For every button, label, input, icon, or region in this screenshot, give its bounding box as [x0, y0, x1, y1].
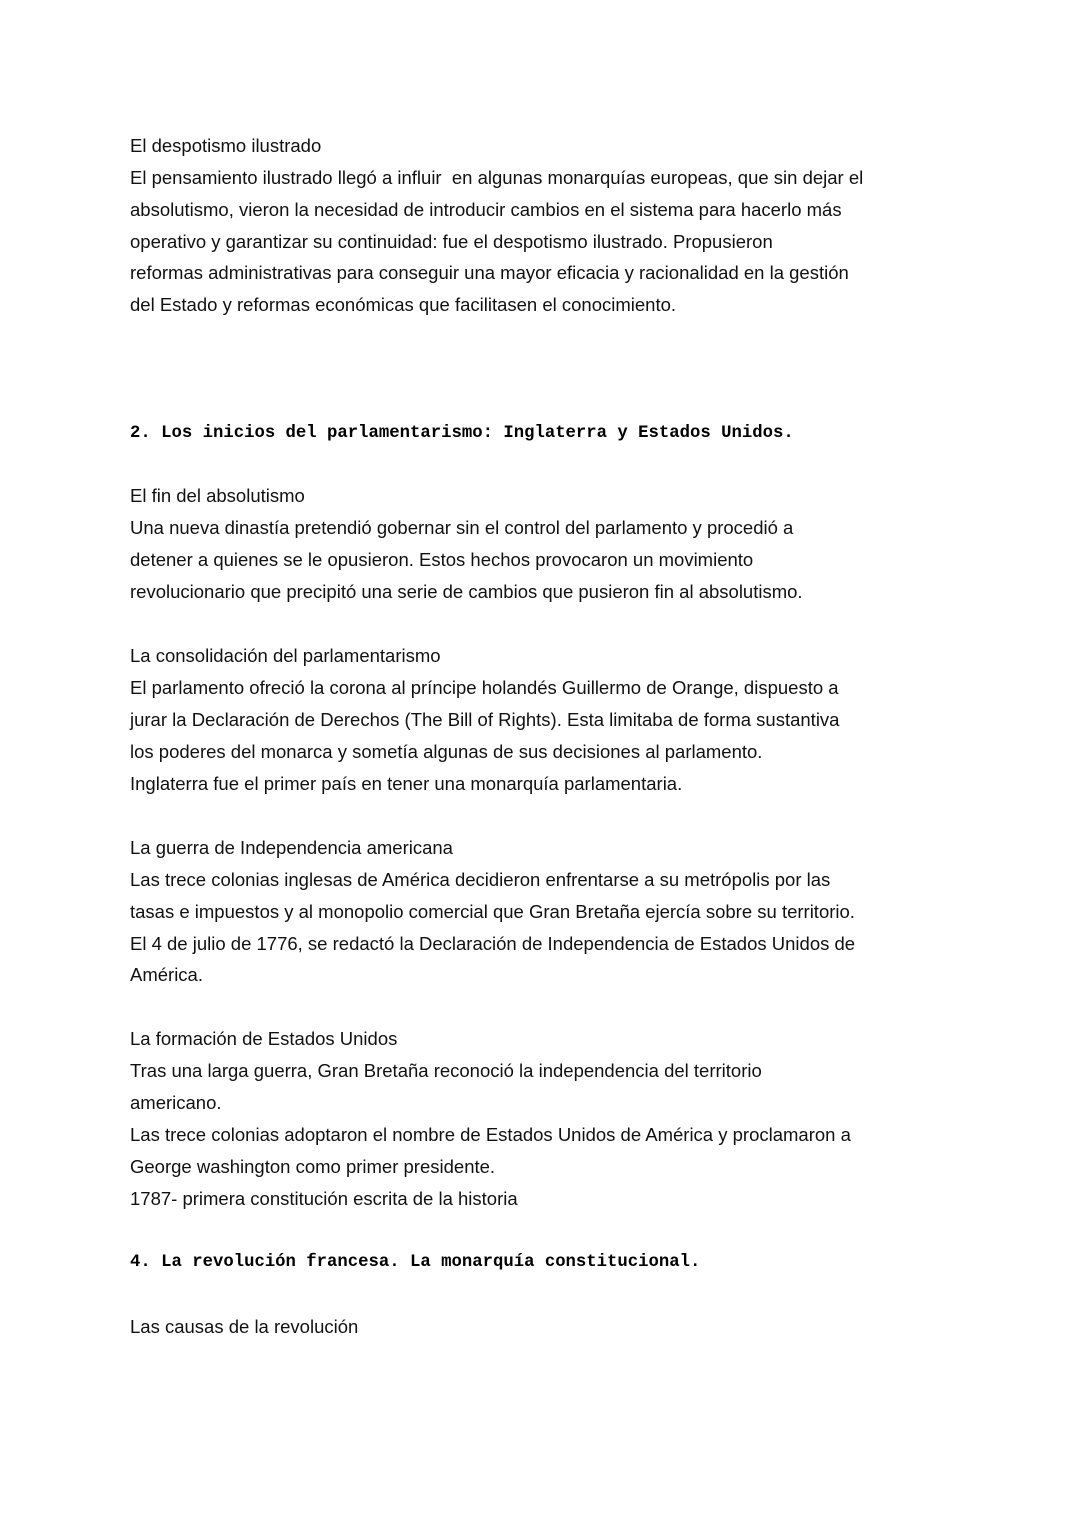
paragraph-line: Las trece colonias adoptaron el nombre de Estados Unidos de América y proclamaron a [130, 1124, 851, 1145]
subheading-causas: Las causas de la revolución [130, 1316, 359, 1337]
paragraph-line: del Estado y reformas económicas que facilitasen el conocimiento. [130, 294, 677, 315]
paragraph-line: jurar la Declaración de Derechos (The Bill of Rights). Esta limitaba de forma sustantiva [130, 709, 840, 730]
paragraph-line: El 4 de julio de 1776, se redactó la Declaración de Independencia de Estados Unidos de [130, 933, 856, 954]
paragraph-line: Tras una larga guerra, Gran Bretaña reconoció la independencia del territorio [130, 1060, 762, 1081]
paragraph-line: americano. [130, 1092, 222, 1113]
paragraph-line: Las trece colonias inglesas de América decidieron enfrentarse a su metrópolis por las [130, 869, 831, 890]
paragraph-line: Inglaterra fue el primer país en tener una monarquía parlamentaria. [130, 773, 683, 794]
paragraph-line: Una nueva dinastía pretendió gobernar sin el control del parlamento y procedió a [130, 517, 794, 538]
paragraph-line: 1787- primera constitución escrita de la historia [130, 1188, 518, 1209]
paragraph-line: absolutismo, vieron la necesidad de introducir cambios en el sistema para hacerlo más [130, 199, 842, 220]
subheading-consolidacion: La consolidación del parlamentarismo [130, 645, 441, 666]
subheading-despotismo: El despotismo ilustrado [130, 135, 322, 156]
paragraph-line: El parlamento ofreció la corona al príncipe holandés Guillermo de Orange, dispuesto a [130, 677, 839, 698]
subheading-fin-absolutismo: El fin del absolutismo [130, 485, 305, 506]
subheading-formacion-eeuu: La formación de Estados Unidos [130, 1028, 398, 1049]
paragraph-line: los poderes del monarca y sometía algunas de sus decisiones al parlamento. [130, 741, 763, 762]
paragraph-line: América. [130, 964, 203, 985]
section-heading-4: 4. La revolución francesa. La monarquía constitucional. [130, 1253, 701, 1272]
section-heading-2: 2. Los inicios del parlamentarismo: Inglaterra y Estados Unidos. [130, 424, 794, 443]
paragraph-line: reformas administrativas para conseguir una mayor eficacia y racionalidad en la gestión [130, 262, 849, 283]
paragraph-line: operativo y garantizar su continuidad: fue el despotismo ilustrado. Propusieron [130, 231, 773, 252]
subheading-guerra-independencia: La guerra de Independencia americana [130, 837, 453, 858]
paragraph-line: revolucionario que precipitó una serie de cambios que pusieron fin al absolutismo. [130, 581, 803, 602]
paragraph-line: tasas e impuestos y al monopolio comercial que Gran Bretaña ejercía sobre su territorio. [130, 901, 855, 922]
paragraph-line: detener a quienes se le opusieron. Estos hechos provocaron un movimiento [130, 549, 754, 570]
paragraph-line: George washington como primer presidente. [130, 1156, 496, 1177]
paragraph-line: El pensamiento ilustrado llegó a influir en algunas monarquías europeas, que sin dejar el [130, 167, 864, 188]
